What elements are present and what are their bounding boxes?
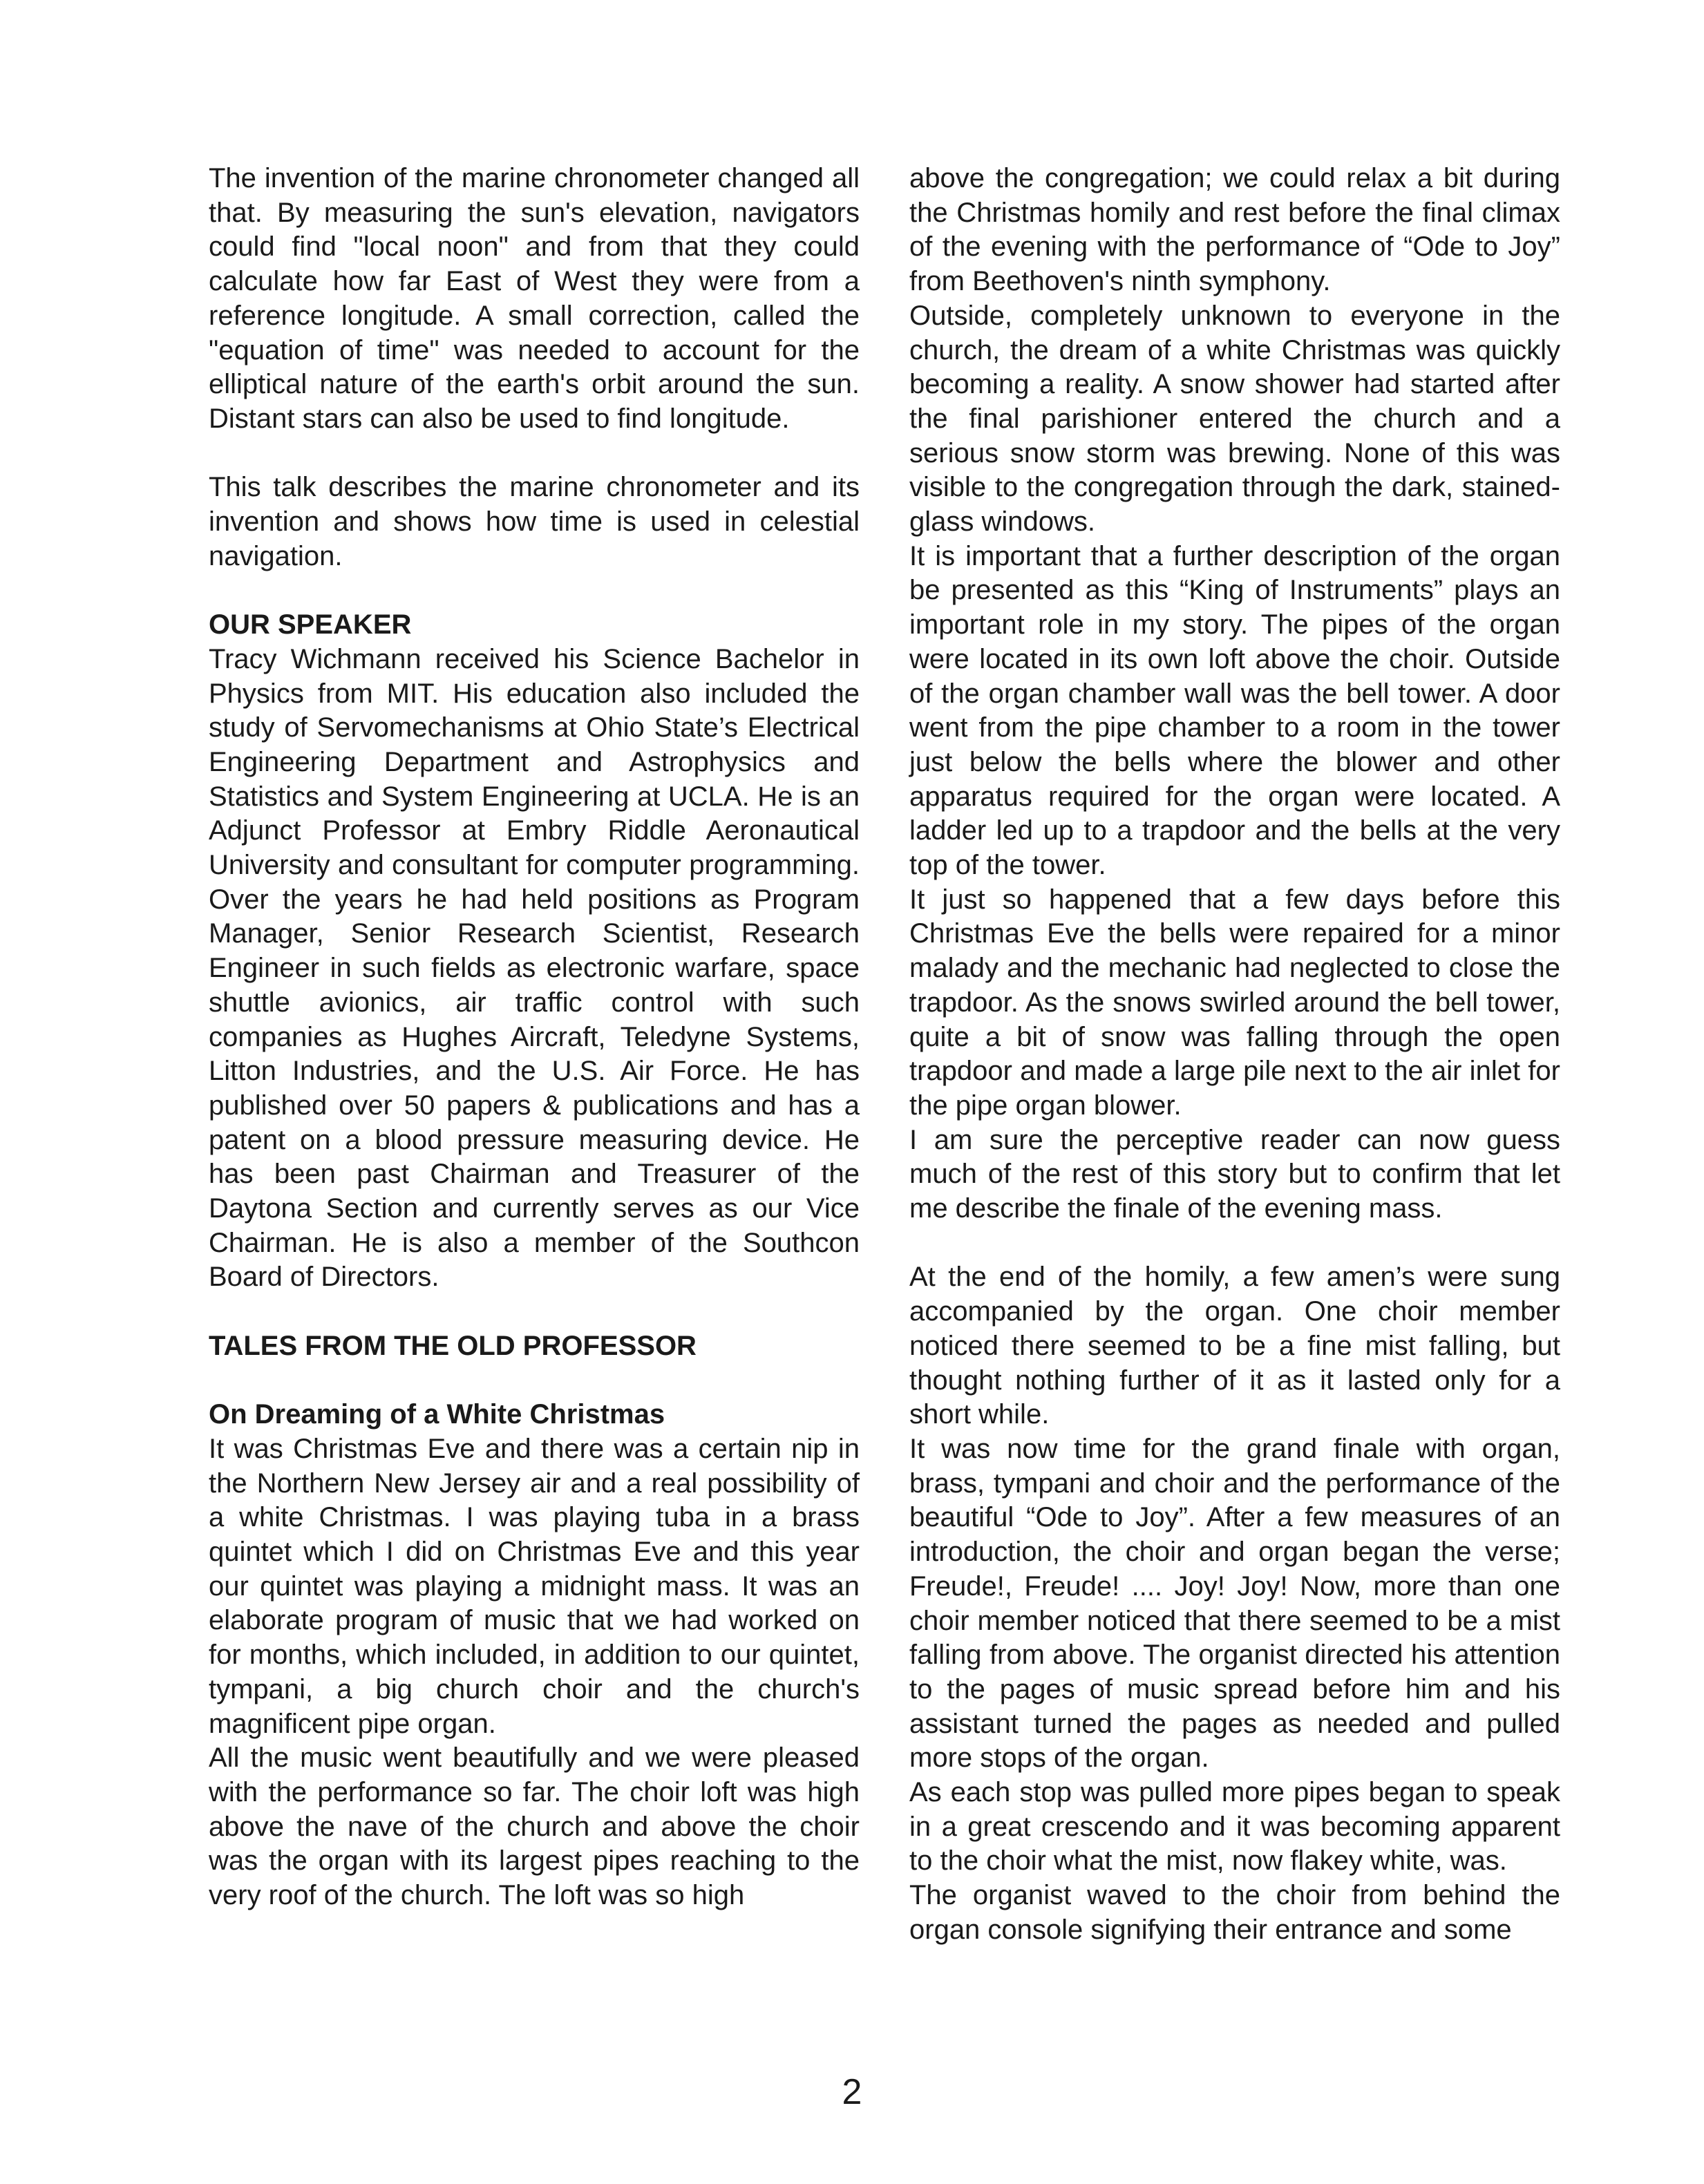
story-paragraph-3: above the congregation; we could relax a bit during the Christmas homily and rest before the final climax of the evening with the performance of “Ode to Joy” from Beethoven's ninth symphony.	[909, 163, 1560, 297]
chronometer-paragraph: The invention of the marine chronometer changed all that. By measuring the sun's elevation, navigators could find "local noon" and from that they could calculate how far East of West they were from a reference longitude. A small correction, called the "equation of time" was needed to account for the elliptical nature of the earth's orbit around the sun. Distant stars can also be used to find longitude.	[209, 163, 860, 434]
talk-description-paragraph: This talk describes the marine chronometer and its invention and shows how time is used in celestial navigation.	[209, 472, 860, 571]
story-paragraph-8: At the end of the homily, a few amen’s were sung accompanied by the organ. One choir member noticed there seemed to be a fine mist falling, but thought nothing further of it as it lasted only for a short while.	[909, 1262, 1560, 1430]
story-paragraph-5: It is important that a further description of the organ be presented as this “King of Instruments” plays an important role in my story. The pipes of the organ were located in its own loft above the choir. Outside of the organ chamber wall was the bell tower. A door went from the pipe chamber to a room in the tower just below the bells where the blower and other apparatus required for the organ were located. A ladder led up to a trapdoor and the bells at the very top of the tower.	[909, 540, 1560, 881]
tales-heading: TALES FROM THE OLD PROFESSOR	[209, 1330, 697, 1361]
story-paragraph-10: As each stop was pulled more pipes began to speak in a great crescendo and it was becoming apparent to the choir what the mist, now flakey white, was.	[909, 1777, 1560, 1877]
page-number: 2	[842, 2072, 862, 2112]
story-paragraph-6: It just so happened that a few days before this Christmas Eve the bells were repaired for a minor malady and the mechanic had neglected to close the trapdoor. As the snows swirled around the bell tower, quite a bit of snow was falling through the open trapdoor and made a large pile next to the air inlet for the pipe organ blower.	[909, 884, 1560, 1121]
left-column	[209, 162, 860, 1913]
story-paragraph-7: I am sure the perceptive reader can now guess much of the rest of this story but to confirm that let me describe the finale of the evening mass.	[909, 1124, 1560, 1224]
story-paragraph-4: Outside, completely unknown to everyone in the church, the dream of a white Christmas was quickly becoming a reality. A snow shower had started after the final parishioner entered the church and a serious snow storm was brewing. None of this was visible to the congregation through the dark, stained-glass windows.	[909, 300, 1560, 538]
story-paragraph-9: It was now time for the grand finale with organ, brass, tympani and choir and the performance of the beautiful “Ode to Joy”. After a few measures of an introduction, the choir and organ began the verse; Freude!, Freude! .... Joy! Joy! Now, more than one choir member noticed that there seemed to be a mist falling from above. The organist directed his attention to the pages of music spread before him and his assistant turned the pages as needed and pulled more stops of the organ.	[909, 1434, 1560, 1774]
right-column	[909, 162, 1560, 1948]
speaker-heading: OUR SPEAKER	[209, 609, 412, 640]
story-heading: On Dreaming of a White Christmas	[209, 1399, 665, 1430]
story-paragraph-11: The organist waved to the choir from behind the organ console signifying their entrance and some	[909, 1880, 1560, 1945]
story-paragraph-2: All the music went beautifully and we were pleased with the performance so far. The choir loft was high above the nave of the church and above the choir was the organ with its largest pipes reaching to the very roof of the church. The loft was so high	[209, 1743, 860, 1911]
speaker-bio-paragraph: Tracy Wichmann received his Science Bachelor in Physics from MIT. His education also included the study of Servomechanisms at Ohio State’s Electrical Engineering Department and Astrophysics and Statistics and System Engineering at UCLA. He is an Adjunct Professor at Embry Riddle Aeronautical University and consultant for computer programming. Over the years he had held positions as Program Manager, Senior Research Scientist, Research Engineer in such fields as electronic warfare, space shuttle avionics, air traffic control with such companies as Hughes Aircraft, Teledyne Systems, Litton Industries, and the U.S. Air Force. He has published over 50 papers & publications and has a patent on a blood pressure measuring device. He has been past Chairman and Treasurer of the Daytona Section and currently serves as our Vice Chairman. He is also a member of the Southcon Board of Directors.	[209, 643, 860, 1293]
story-paragraph-1: It was Christmas Eve and there was a certain nip in the Northern New Jersey air and a real possibility of a white Christmas. I was playing tuba in a brass quintet which I did on Christmas Eve and this year our quintet was playing a midnight mass. It was an elaborate program of music that we had worked on for months, which included, in addition to our quintet, tympani, a big church choir and the church's magnificent pipe organ.	[209, 1433, 860, 1739]
